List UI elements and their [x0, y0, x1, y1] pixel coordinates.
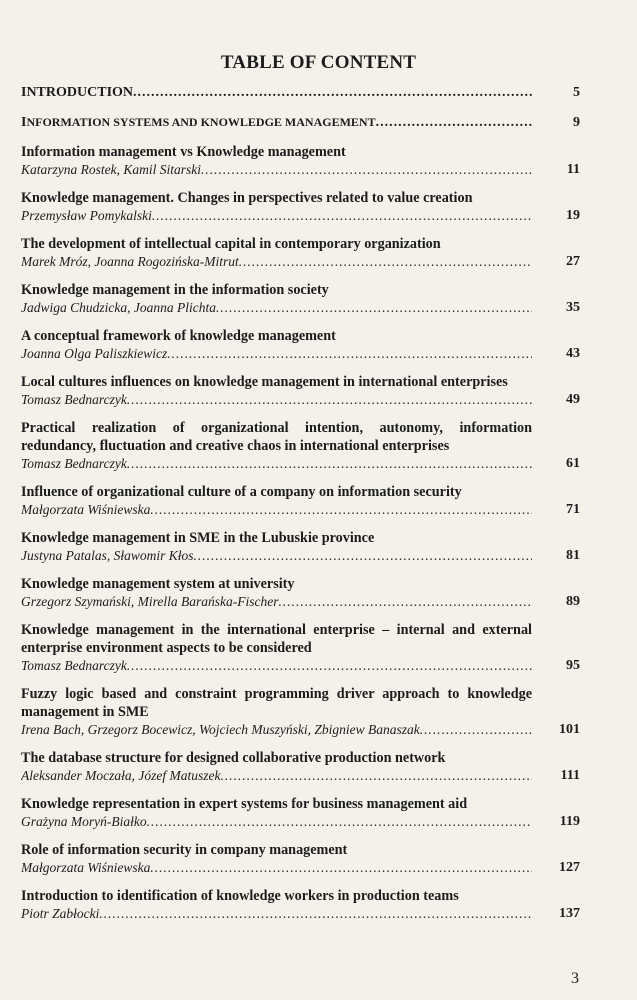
toc-entry [21, 575, 580, 611]
page-number: 111 [560, 768, 580, 783]
table-of-contents [21, 84, 580, 933]
article-list [21, 143, 580, 923]
page-number: 27 [566, 254, 580, 269]
entry-authors: Marek Mróz, Joanna Rogozińska-Mitrut [21, 254, 239, 269]
page-number: 5 [573, 85, 580, 100]
toc-entry [21, 327, 580, 363]
entry-title: Introduction to identification of knowledge workers in production teams [21, 888, 459, 904]
toc-entry [21, 235, 580, 271]
page-number: 9 [573, 115, 580, 130]
dot-leader [150, 859, 532, 877]
entry-title: Knowledge management in the international enterprise – internal and external enterprise environment aspects to be considered [21, 622, 532, 656]
entry-title: Influence of organizational culture of a company on information security [21, 484, 462, 500]
dot-leader [376, 114, 532, 132]
entry-authors: Grażyna Moryń-Białko [21, 814, 147, 829]
entry-authors: Małgorzata Wiśniewska [21, 502, 151, 517]
entry-authors: Jadwiga Chudzicka, Joanna Plichta [21, 300, 216, 315]
dot-leader [167, 345, 532, 363]
dot-leader [239, 253, 532, 271]
toc-entry [21, 419, 580, 473]
entry-authors: Tomasz Bednarczyk [21, 658, 127, 673]
entry-title: The database structure for designed collaborative production network [21, 750, 446, 766]
entry-authors: Tomasz Bednarczyk [21, 392, 127, 407]
entry-title: Information management vs Knowledge management [21, 144, 346, 160]
page-number: 95 [566, 658, 580, 673]
entry-title: Knowledge management in the information society [21, 282, 329, 298]
entry-authors: Tomasz Bednarczyk [21, 456, 127, 471]
page-number: 19 [566, 208, 580, 223]
entry-authors: Aleksander Moczała, Józef Matuszek [21, 768, 221, 783]
entry-authors: Przemysław Pomykalski [21, 208, 152, 223]
entry-title: A conceptual framework of knowledge management [21, 328, 336, 344]
dot-leader [99, 905, 532, 923]
toc-entry [21, 749, 580, 785]
entry-title: Knowledge management system at university [21, 576, 295, 592]
folio-page-number: 3 [571, 970, 579, 987]
entry-authors: Piotr Zabłocki [21, 906, 100, 921]
toc-entry [21, 189, 580, 225]
page-number: 89 [566, 594, 580, 609]
dot-leader [147, 813, 532, 831]
page-number: 119 [559, 814, 580, 829]
page-number: 35 [566, 300, 580, 315]
toc-entry [21, 143, 580, 179]
page-number: 43 [566, 346, 580, 361]
section-label: INFORMATION SYSTEMS AND KNOWLEDGE MANAGEMENT [21, 115, 376, 130]
dot-leader [150, 501, 532, 519]
dot-leader [127, 391, 532, 409]
entry-authors: Justyna Patalas, Sławomir Kłos [21, 548, 194, 563]
dot-leader [420, 721, 532, 739]
toc-entry [21, 483, 580, 519]
entry-title: Fuzzy logic based and constraint programming driver approach to knowledge management in SME [21, 686, 532, 720]
entry-authors: Joanna Olga Paliszkiewicz [21, 346, 168, 361]
dot-leader [127, 455, 532, 473]
toc-entry [21, 281, 580, 317]
page-number: 11 [566, 162, 580, 177]
entry-title: Practical realization of organizational intention, autonomy, information redundancy, fluctuation and creative chaos in international enterprises [21, 420, 532, 454]
page-number: 101 [559, 722, 580, 737]
entry-authors: Katarzyna Rostek, Kamil Sitarski [21, 162, 201, 177]
entry-authors: Małgorzata Wiśniewska [21, 860, 151, 875]
page-number: 81 [566, 548, 580, 563]
toc-entry [21, 529, 580, 565]
toc-entry [21, 795, 580, 831]
entry-authors: Irena Bach, Grzegorz Bocewicz, Wojciech Muszyński, Zbigniew Banaszak [21, 722, 420, 737]
section-label: INTRODUCTION [21, 85, 134, 100]
dot-leader [127, 657, 532, 675]
entry-title: Knowledge management in SME in the Lubuskie province [21, 530, 375, 546]
entry-title: The development of intellectual capital in contemporary organization [21, 236, 441, 252]
dot-leader [278, 593, 532, 611]
dot-leader [216, 299, 532, 317]
entry-authors: Grzegorz Szymański, Mirella Barańska-Fischer [21, 594, 279, 609]
page-number: 137 [559, 906, 580, 921]
entry-title: Role of information security in company management [21, 842, 348, 858]
toc-entry [21, 685, 580, 739]
dot-leader [194, 547, 532, 565]
page-title: TABLE OF CONTENT [220, 52, 417, 73]
toc-entry [21, 373, 580, 409]
toc-entry [21, 841, 580, 877]
dot-leader [133, 84, 532, 102]
toc-entry [21, 887, 580, 923]
dot-leader [201, 161, 532, 179]
page-number: 49 [566, 392, 580, 407]
page-number: 61 [566, 456, 580, 471]
dot-leader [152, 207, 532, 225]
page-number: 71 [566, 502, 580, 517]
toc-section-information-systems [21, 113, 580, 132]
dot-leader [220, 767, 532, 785]
entry-title: Local cultures influences on knowledge management in international enterprises [21, 374, 508, 390]
entry-title: Knowledge management. Changes in perspectives related to value creation [21, 190, 473, 206]
entry-title: Knowledge representation in expert systems for business management aid [21, 796, 468, 812]
page-number: 127 [559, 860, 580, 875]
toc-entry [21, 621, 580, 675]
toc-section-introduction [21, 84, 580, 102]
